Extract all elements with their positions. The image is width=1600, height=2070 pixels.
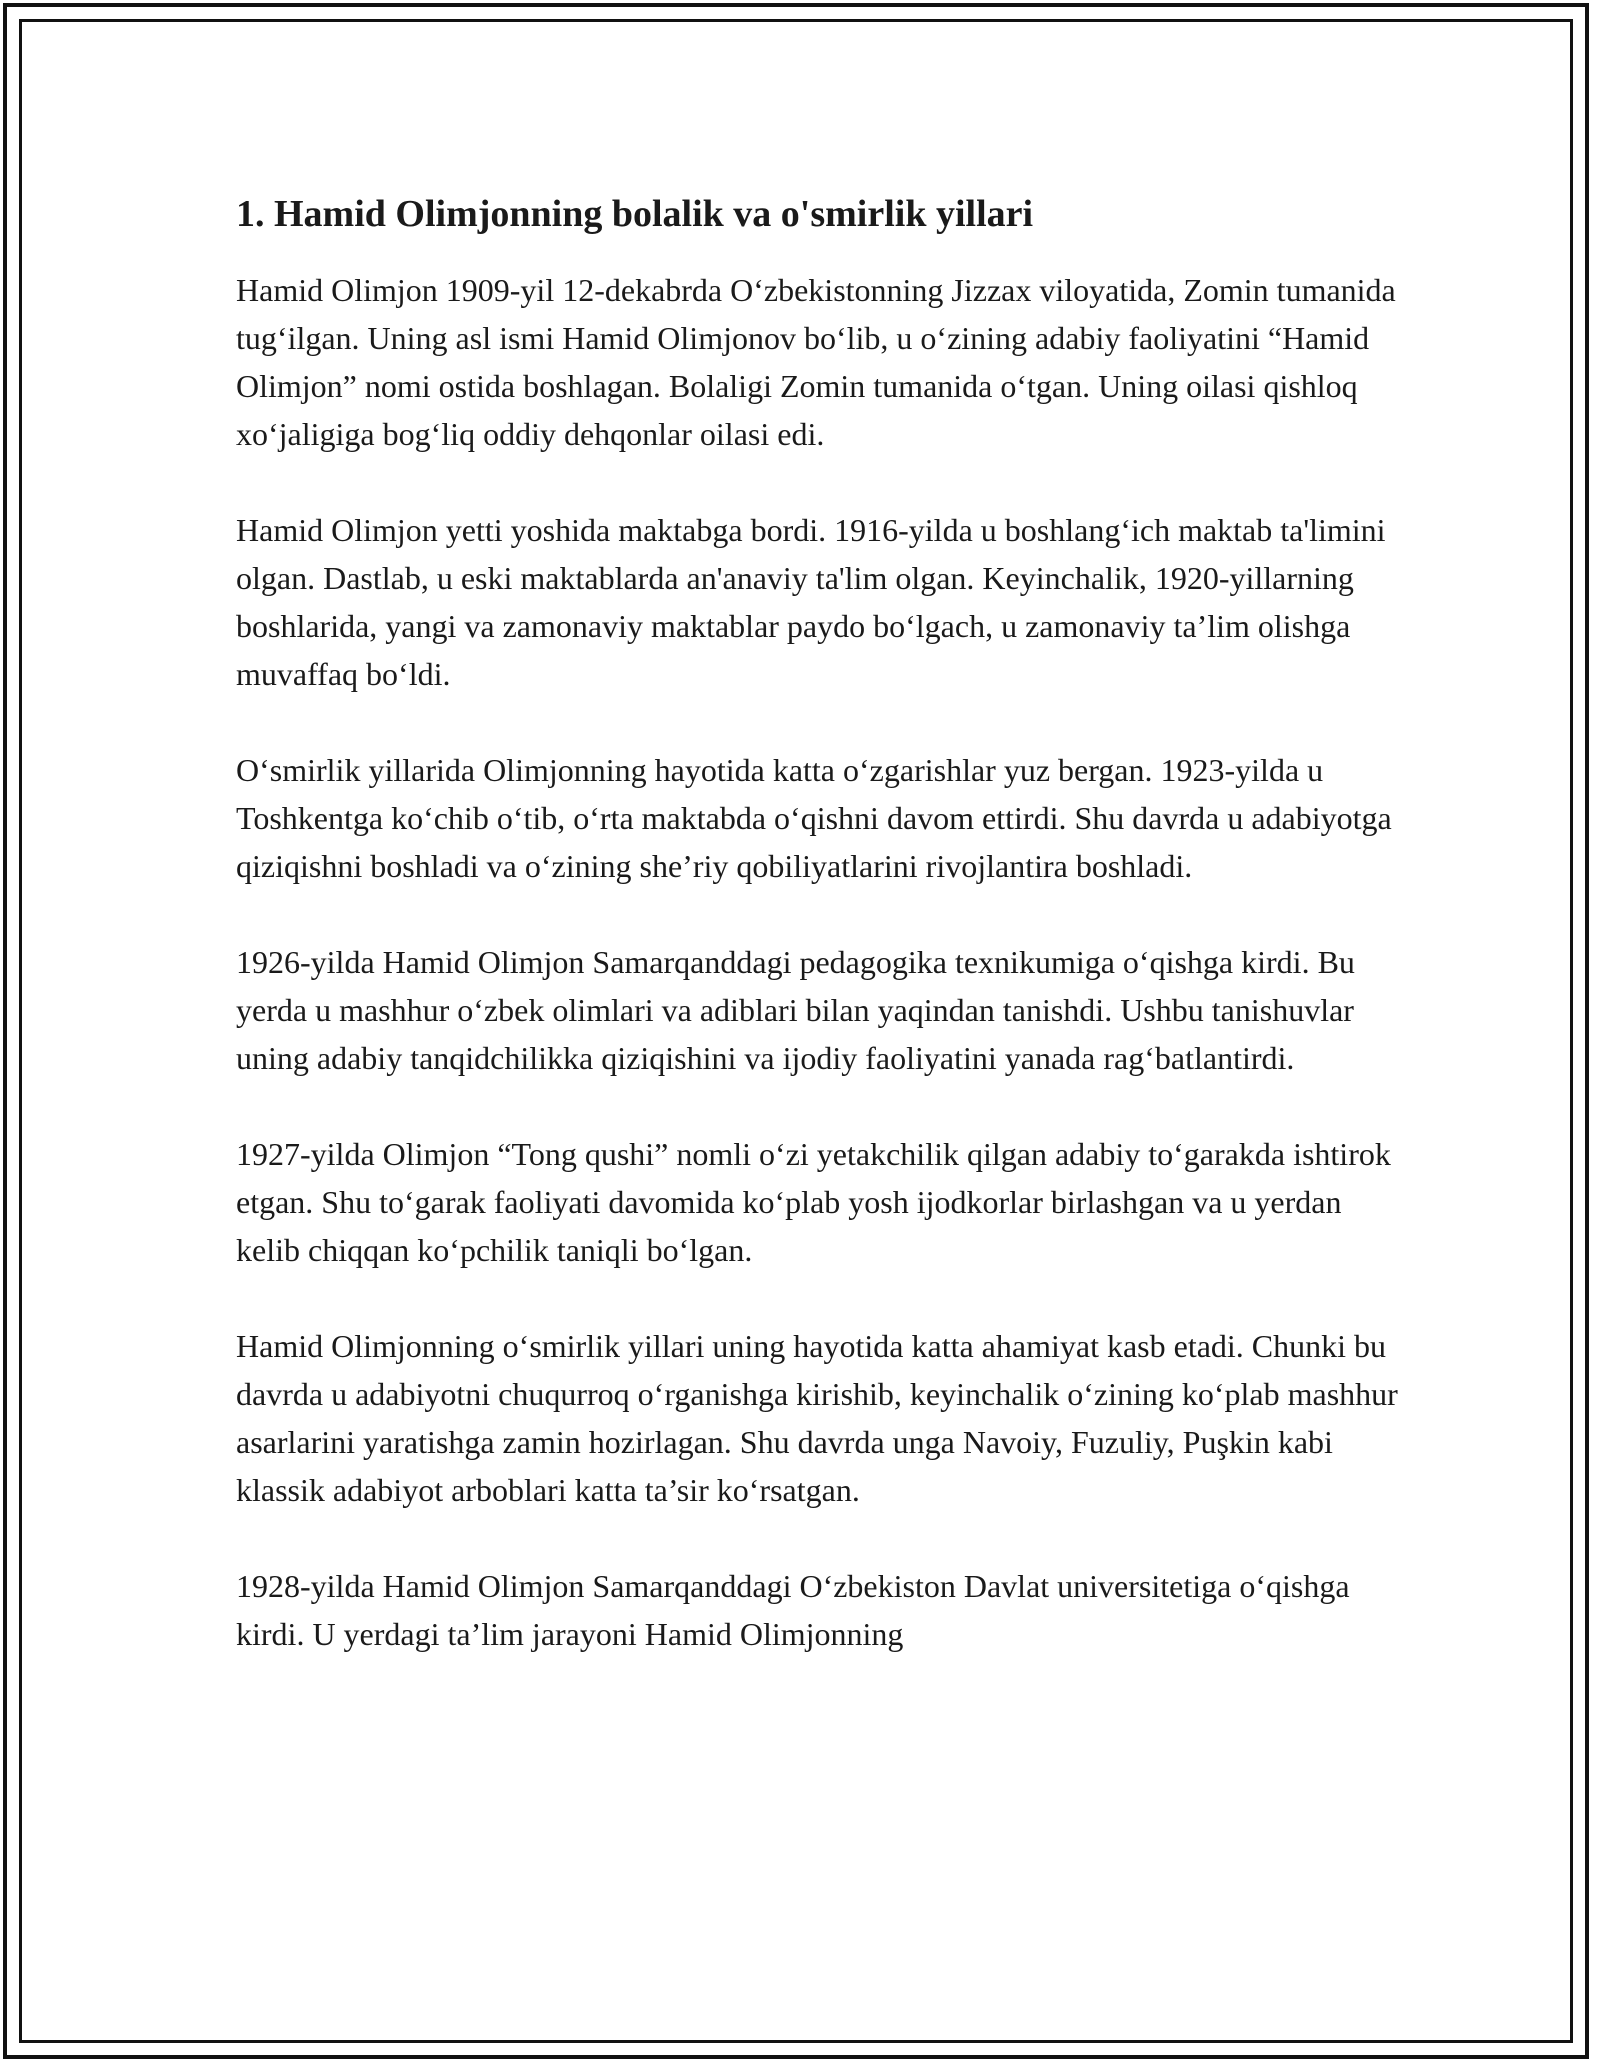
section-heading: 1. Hamid Olimjonning bolalik va o'smirlik yillari (236, 193, 1034, 235)
paragraph-3: O‘smirlik yillarida Olimjonning hayotida katta o‘zgarishlar yuz bergan. 1923-yilda u Toshkentga ko‘chib o‘tib, o‘rta maktabda o‘qishni davom ettirdi. Shu davrda u adabiyotga qiziqishni boshladi va o‘zining she’riy qobiliyatlarini rivojlantira boshladi. (236, 752, 1392, 884)
paragraph-7: 1928-yilda Hamid Olimjon Samarqanddagi O‘zbekiston Davlat universitetiga o‘qishga kirdi. U yerdagi ta’lim jarayoni Hamid Olimjonning (236, 1568, 1350, 1652)
document-body (236, 182, 1406, 1706)
paragraph-6: Hamid Olimjonning o‘smirlik yillari uning hayotida katta ahamiyat kasb etadi. Chunki bu davrda u adabiyotni chuqurroq o‘rganishga kirishib, keyinchalik o‘zining ko‘plab mashhur asarlarini yaratishga zamin hozirlagan. Shu davrda unga Navoiy, Fuzuliy, Puşkin kabi klassik adabiyot arboblari katta ta’sir ko‘rsatgan. (236, 1328, 1398, 1508)
paragraph-5: 1927-yilda Olimjon “Tong qushi” nomli o‘zi yetakchilik qilgan adabiy to‘garakda ishtirok etgan. Shu to‘garak faoliyati davomida ko‘plab yosh ijodkorlar birlashgan va u yerdan kelib chiqqan ko‘pchilik taniqli bo‘lgan. (236, 1136, 1391, 1268)
paragraph-1: Hamid Olimjon 1909-yil 12-dekabrda O‘zbekistonning Jizzax viloyatida, Zomin tumanida tug‘ilgan. Uning asl ismi Hamid Olimjonov bo‘lib, u o‘zining adabiy faoliyatini “Hamid Olimjon” nomi ostida boshlagan. Bolaligi Zomin tumanida o‘tgan. Uning oilasi qishloq xo‘jaligiga bog‘liq oddiy dehqonlar oilasi edi. (236, 272, 1396, 452)
paragraph-2: Hamid Olimjon yetti yoshida maktabga bordi. 1916-yilda u boshlang‘ich maktab ta'limini olgan. Dastlab, u eski maktablarda an'anaviy ta'lim olgan. Keyinchalik, 1920-yillarning boshlarida, yangi va zamonaviy maktablar paydo bo‘lgach, u zamonaviy ta’lim olishga muvaffaq bo‘ldi. (236, 512, 1386, 692)
paragraph-4: 1926-yilda Hamid Olimjon Samarqanddagi pedagogika texnikumiga o‘qishga kirdi. Bu yerda u mashhur o‘zbek olimlari va adiblari bilan yaqindan tanishdi. Ushbu tanishuvlar uning adabiy tanqidchilikka qiziqishini va ijodiy faoliyatini yanada rag‘batlantirdi. (236, 944, 1355, 1076)
